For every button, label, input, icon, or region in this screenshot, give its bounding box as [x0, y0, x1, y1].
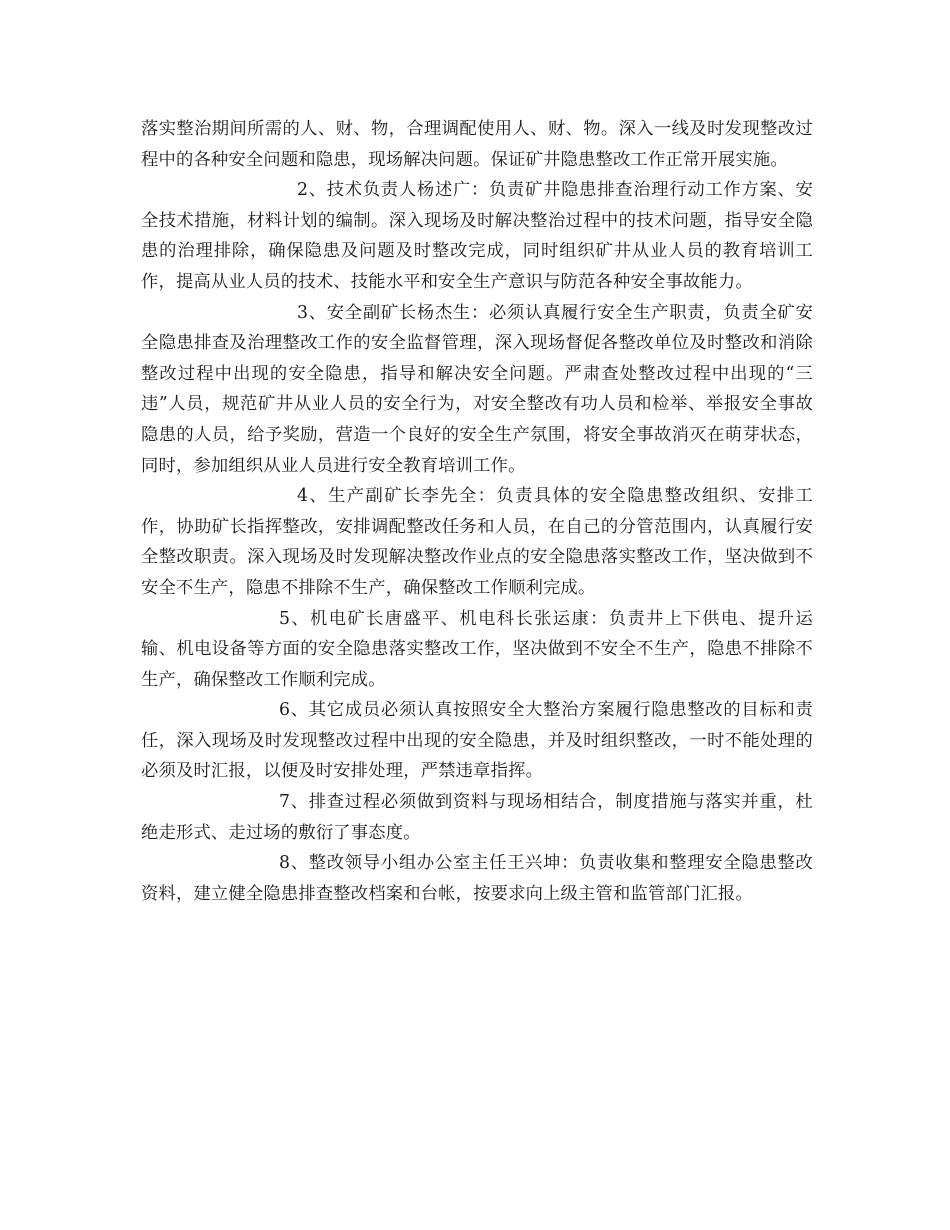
- paragraph-continuation: 落实整治期间所需的人、财、物，合理调配使用人、财、物。深入一线及时发现整改过程中的各种安全问题和隐患，现场解决问题。保证矿井隐患整改工作正常开展实施。: [141, 119, 813, 170]
- document-body: [141, 114, 813, 909]
- paragraph-electromechanical: 5、机电矿长唐盛平、机电科长张运康：负责井上下供电、提升运输、机电设备等方面的安全隐患落实整改工作，坚决做到不安全不生产，隐患不排除不生产，确保整改工作顺利完成。: [141, 608, 813, 690]
- paragraph-office-director: 8、整改领导小组办公室主任王兴坤：负责收集和整理安全隐患整改资料，建立健全隐患排查整改档案和台帐，按要求向上级主管和监管部门汇报。: [141, 853, 813, 904]
- paragraph-safety-deputy: 3、安全副矿长杨杰生：必须认真履行安全生产职责，负责全矿安全隐患排查及治理整改工作的安全监督管理，深入现场督促各整改单位及时整改和消除整改过程中出现的安全隐患，指导和解决安全问题。严肃查处整改过程中出现的“三违”人员，规范矿井从业人员的安全行为，对安全整改有功人员和检举、举报安全事故隐患的人员，给予奖励，营造一个良好的安全生产氛围，将安全事故消灭在萌芽状态，同时，参加组织从业人员进行安全教育培训工作。: [141, 302, 813, 476]
- paragraph-other-members: 6、其它成员必须认真按照安全大整治方案履行隐患整改的目标和责任，深入现场及时发现整改过程中出现的安全隐患，并及时组织整改，一时不能处理的必须及时汇报，以便及时安排处理，严禁违章指挥。: [141, 700, 813, 782]
- paragraph-production-deputy: 4、生产副矿长李先全：负责具体的安全隐患整改组织、安排工作，协助矿长指挥整改，安排调配整改任务和人员，在自己的分管范围内，认真履行安全整改职责。深入现场及时发现解决整改作业点的安全隐患落实整改工作，坚决做到不安全不生产，隐患不排除不生产，确保整改工作顺利完成。: [141, 486, 813, 598]
- paragraph-inspection-process: 7、排查过程必须做到资料与现场相结合，制度措施与落实并重，杜绝走形式、走过场的敷衍了事态度。: [141, 792, 813, 843]
- paragraph-technical-lead: 2、技术负责人杨述广：负责矿井隐患排查治理行动工作方案、安全技术措施，材料计划的编制。深入现场及时解决整治过程中的技术问题，指导安全隐患的治理排除，确保隐患及问题及时整改完成，同时组织矿井从业人员的教育培训工作，提高从业人员的技术、技能水平和安全生产意识与防范各种安全事故能力。: [141, 180, 813, 292]
